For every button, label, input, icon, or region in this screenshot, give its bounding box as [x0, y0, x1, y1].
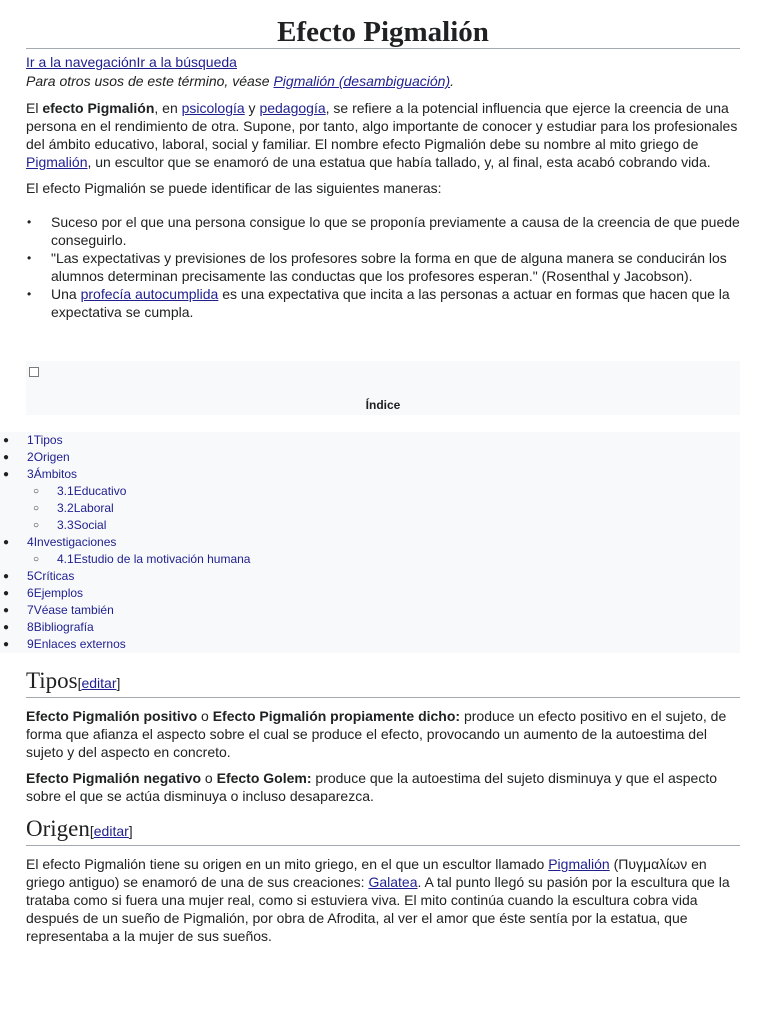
toc-item-motivacion[interactable] [0, 551, 740, 568]
toc-number: 3 [27, 467, 34, 481]
disambiguation-link[interactable]: Pigmalión (desambiguación) [273, 73, 451, 89]
edit-link[interactable]: editar [81, 675, 117, 691]
hatnote-prefix: Para otros usos de este término, véase [26, 73, 274, 89]
circle-bullet-icon: ○ [33, 503, 40, 514]
text: El [26, 100, 43, 116]
bullet-icon: ● [3, 605, 10, 616]
toc-item-tipos[interactable] [0, 432, 740, 449]
origen-paragraph [26, 855, 740, 945]
text: Una [51, 286, 81, 302]
toc-item-social[interactable] [0, 517, 740, 534]
hatnote-suffix: . [450, 73, 455, 89]
toc-item-origen[interactable] [0, 449, 740, 466]
toc-link[interactable]: Origen [33, 450, 70, 464]
bold-term: efecto Pigmalión [42, 100, 155, 116]
galatea-link[interactable]: Galatea [368, 874, 418, 890]
toc-number: 7 [27, 603, 34, 617]
text: o [197, 708, 213, 724]
text: . A tal punto llegó su pasión por la escultura que la trataba como si fuera una mujer real, como si estuviera viva. El mito continúa cuando la escultura cobra vida después de un sueño de Pigmalión, por obra de Afrodita, al ver el amor que éste sentía por la estatua, que representaba a la mujer de sus sueños. [26, 874, 730, 944]
toc-link[interactable]: Bibliografía [33, 620, 94, 634]
toc-link[interactable]: Laboral [73, 501, 114, 515]
toc-item-vease-tambien[interactable] [0, 602, 740, 619]
toc-number: 3.2 [57, 501, 74, 515]
toc-number: 3.3 [57, 518, 74, 532]
toc-item-laboral[interactable] [0, 500, 740, 517]
page-title: Efecto Pigmalión [26, 0, 740, 49]
bullet-icon: ● [3, 435, 10, 446]
toc-link[interactable]: Enlaces externos [33, 637, 126, 651]
bold-term: Efecto Pigmalión propiamente dicho: [212, 708, 461, 724]
list-item: • "Las expectativas y previsiones de los profesores sobre la forma en que de alguna manera se conducirán los alumnos determinan precisamente las conductas que los profesores esperan." (Rosenthal y Jacobson). [26, 249, 740, 285]
bracket: ] [128, 823, 133, 839]
toc-link[interactable]: Ejemplos [33, 586, 84, 600]
text: , en [154, 100, 182, 116]
bracket: [ [77, 675, 82, 691]
section-tipos [26, 667, 740, 805]
toc-number: 5 [27, 569, 34, 583]
pigmalion-link[interactable]: Pigmalión [548, 856, 610, 872]
edit-link[interactable]: editar [93, 823, 129, 839]
pedagogia-link[interactable]: pedagogía [259, 100, 326, 116]
toc-number: 6 [27, 586, 34, 600]
tipos-paragraph-1 [26, 707, 740, 761]
bold-term: Efecto Pigmalión positivo [26, 708, 198, 724]
list-item: • Suceso por el que una persona consigue lo que se proponía previamente a causa de la creencia de que puede conseguirlo. [26, 213, 740, 249]
toc-item-criticas[interactable] [0, 568, 740, 585]
bullet-icon: ● [3, 639, 10, 650]
toc-link[interactable]: Social [73, 518, 107, 532]
psicologia-link[interactable]: psicología [181, 100, 245, 116]
circle-bullet-icon: ○ [33, 486, 40, 497]
jump-to-navigation-link[interactable]: Ir a la navegación [26, 54, 137, 70]
text: (Πυγμαλίων en griego antiguo) se enamoró de una de sus creaciones: [26, 856, 707, 890]
jump-links [26, 54, 740, 71]
edit-section [90, 823, 133, 839]
section-heading-origen [26, 815, 740, 846]
toc-header [26, 361, 740, 415]
heading-text: Origen [26, 816, 90, 841]
toc-number: 4.1 [57, 552, 74, 566]
text: produce que la autoestima del sujeto disminuya y que el aspecto sobre el que se actúa disminuya o incluso desaparezca. [26, 770, 717, 804]
toc-number: 9 [27, 637, 34, 651]
toc-item-investigaciones[interactable] [0, 534, 740, 551]
toc-number: 3.1 [57, 484, 74, 498]
toc-item-ejemplos[interactable] [0, 585, 740, 602]
circle-bullet-icon: ○ [33, 554, 40, 565]
text: es una expectativa que incita a las personas a actuar en formas que hacen que la expectativa se cumpla. [51, 286, 730, 320]
bold-term: Efecto Pigmalión negativo [26, 770, 202, 786]
toc-link[interactable]: Véase también [33, 603, 114, 617]
tipos-paragraph-2 [26, 769, 740, 805]
section-heading-tipos [26, 667, 740, 698]
toc-link[interactable]: Tipos [33, 433, 63, 447]
section-origen [26, 815, 740, 945]
toc-link[interactable]: Ámbitos [33, 467, 78, 481]
edit-section [78, 675, 121, 691]
toc-item-bibliografia[interactable] [0, 619, 740, 636]
toc-item-enlaces-externos[interactable] [0, 636, 740, 653]
bullet-icon: ● [3, 571, 10, 582]
profecia-autocumplida-link[interactable]: profecía autocumplida [80, 286, 219, 302]
text: y [244, 100, 260, 116]
text: El efecto Pigmalión tiene su origen en un mito griego, en el que un escultor llamado [26, 856, 549, 872]
list-item [26, 285, 740, 321]
toc-number: 8 [27, 620, 34, 634]
bullet-icon: ● [3, 588, 10, 599]
jump-to-search-link[interactable]: Ir a la búsqueda [136, 54, 237, 70]
toc-link[interactable]: Estudio de la motivación humana [73, 552, 251, 566]
toc-link[interactable]: Investigaciones [33, 535, 117, 549]
toc-title: Índice [365, 398, 401, 412]
toc-number: 4 [27, 535, 34, 549]
toc-link[interactable]: Educativo [73, 484, 127, 498]
heading-text: Tipos [26, 668, 78, 693]
toc-toggle-checkbox[interactable] [29, 367, 39, 377]
text: o [201, 770, 217, 786]
circle-bullet-icon: ○ [33, 520, 40, 531]
text: , un escultor que se enamoró de una estatua que había tallado, y, al final, esta acabó cobrando vida. [87, 154, 711, 170]
pigmalion-link[interactable]: Pigmalión [26, 154, 88, 170]
bold-term: Efecto Golem: [216, 770, 312, 786]
toc-list [0, 432, 740, 653]
bullet-icon: ● [3, 537, 10, 548]
toc-item-ambitos[interactable] [0, 466, 740, 483]
ways-list [26, 213, 740, 321]
bullet-icon: ● [3, 469, 10, 480]
text: produce un efecto positivo en el sujeto, de forma que afianza el aspecto sobre el cual se produce el efecto, provocando un aumento de la autoestima del sujeto y del aspecto en concreto. [26, 708, 727, 760]
toc-item-educativo[interactable] [0, 483, 740, 500]
bullet-icon: ● [3, 452, 10, 463]
hatnote [26, 72, 740, 90]
toc-number: 1 [27, 433, 34, 447]
toc-link[interactable]: Críticas [33, 569, 75, 583]
intro-paragraph-1 [26, 99, 740, 171]
bracket: [ [89, 823, 94, 839]
text: , se refiere a la potencial influencia que ejerce la creencia de una persona en el rendimiento de otra. Supone, por tanto, algo importante de conocer y estudiar para los profesionales del ámbito educativo, laboral, social y familiar. El nombre efecto Pigmalión debe su nombre al mito griego de [26, 100, 738, 152]
intro-paragraph-2: El efecto Pigmalión se puede identificar de las siguientes maneras: [26, 180, 442, 196]
toc-number: 2 [27, 450, 34, 464]
bracket: ] [116, 675, 121, 691]
article [26, 0, 740, 321]
bullet-icon: ● [3, 622, 10, 633]
